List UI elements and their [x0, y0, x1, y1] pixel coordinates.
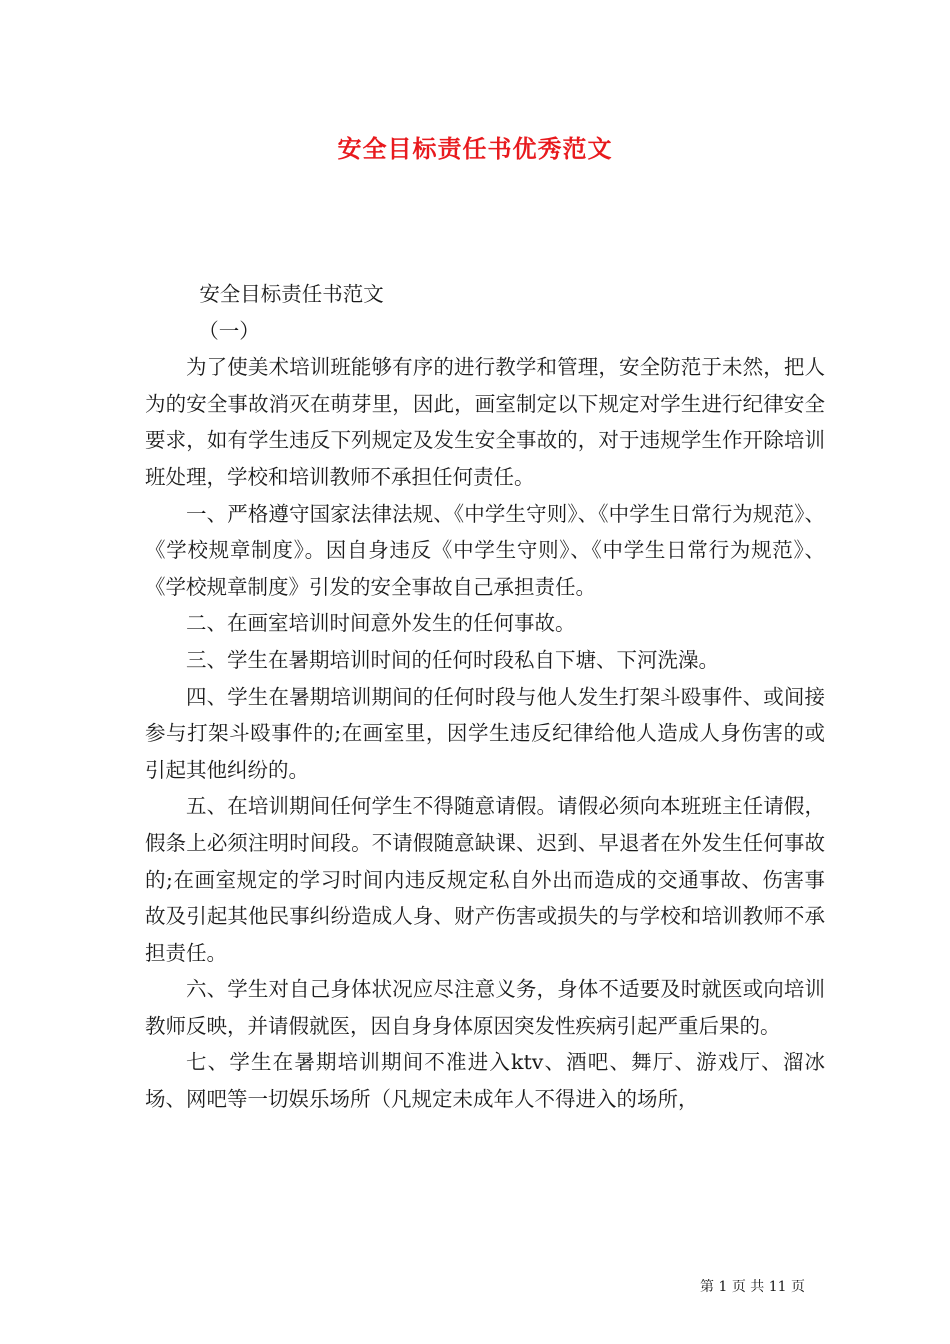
paragraph-rule-6: 六、学生对自己身体状况应尽注意义务，身体不适要及时就医或向培训教师反映，并请假就医，因自身身体原因突发性疾病引起严重后果的。	[145, 977, 825, 1038]
section-label: （一）	[198, 318, 260, 343]
paragraph-rule-3: 三、学生在暑期培训时间的任何时段私自下塘、下河洗澡。	[186, 647, 719, 672]
document-title: 安全目标责任书优秀范文	[337, 134, 613, 163]
paragraph-rule-4: 四、学生在暑期培训期间的任何时段与他人发生打架斗殴事件、或间接参与打架斗殴事件的;在画室里，因学生违反纪律给他人造成人身伤害的或引起其他纠纷的。	[145, 684, 825, 782]
document-subtitle: 安全目标责任书范文	[199, 282, 384, 306]
paragraph-intro: 为了使美术培训班能够有序的进行教学和管理，安全防范于未然，把人为的安全事故消灭在萌芽里，因此，画室制定以下规定对学生进行纪律安全要求，如有学生违反下列规定及发生安全事故的，对于违规学生作开除培训班处理，学校和培训教师不承担任何责任。	[145, 355, 825, 489]
paragraph-rule-2: 二、在画室培训时间意外发生的任何事故。	[186, 611, 576, 636]
paragraph-rule-1: 一、严格遵守国家法律法规、《中学生守则》、《中学生日常行为规范》、《学校规章制度》。因自身违反《中学生守则》、《中学生日常行为规范》、《学校规章制度》引发的安全事故自己承担责任。	[145, 501, 825, 599]
paragraph-rule-5: 五、在培训期间任何学生不得随意请假。请假必须向本班班主任请假，假条上必须注明时间段。不请假随意缺课、迟到、早退者在外发生任何事故的;在画室规定的学习时间内违反规定私自外出而造成的交通事故、伤害事故及引起其他民事纠纷造成人身、财产伤害或损失的与学校和培训教师不承担责任。	[145, 794, 825, 965]
document-body	[145, 276, 825, 1118]
page-indicator: 第 1 页 共 11 页	[700, 1279, 805, 1295]
paragraph-rule-7: 七、学生在暑期培训期间不准进入ktv、酒吧、舞厅、游戏厅、溜冰场、网吧等一切娱乐场所（凡规定未成年人不得进入的场所，	[145, 1050, 825, 1112]
